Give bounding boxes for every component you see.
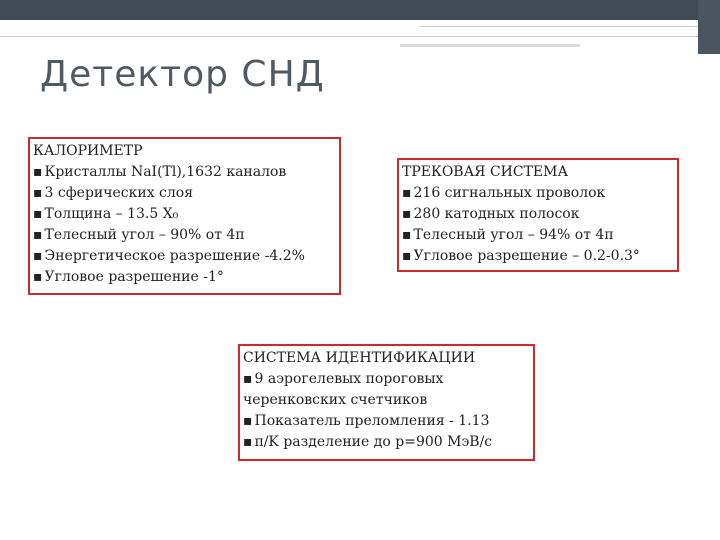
tracking-item: ▪ 280 катодных полосок xyxy=(402,204,673,225)
calorimeter-header: КАЛОРИМЕТР xyxy=(33,143,143,159)
calorimeter-box xyxy=(28,137,341,295)
tracking-header: ТРЕКОВАЯ СИСТЕМА xyxy=(402,164,569,180)
top-bar-accent xyxy=(698,0,720,54)
decor-line xyxy=(400,44,580,47)
top-bar xyxy=(0,0,720,20)
tracking-box xyxy=(397,158,679,272)
calorimeter-item: ▪ Телесный угол – 90% от 4π xyxy=(33,225,335,246)
decorative-lines xyxy=(0,20,698,52)
identification-box xyxy=(238,344,535,461)
slide-title: Детектор СНД xyxy=(40,54,325,95)
decor-line xyxy=(0,36,698,37)
calorimeter-item: ▪ 3 сферических слоя xyxy=(33,183,335,204)
tracking-item: ▪ Телесный угол – 94% от 4π xyxy=(402,225,673,246)
identification-item: ▪ 9 аэрогелевых пороговых черенковских счетчиков xyxy=(243,369,529,411)
calorimeter-item: ▪ Энергетическое разрешение -4.2% xyxy=(33,246,335,267)
tracking-item: ▪ Угловое разрешение – 0.2-0.3° xyxy=(402,246,673,267)
identification-header: СИСТЕМА ИДЕНТИФИКАЦИИ xyxy=(243,350,476,366)
tracking-item: ▪ 216 сигнальных проволок xyxy=(402,183,673,204)
identification-item: ▪ π/K разделение до p=900 МэВ/c xyxy=(243,432,529,453)
decor-line xyxy=(420,26,698,27)
identification-item: ▪ Показатель преломления - 1.13 xyxy=(243,411,529,432)
calorimeter-item: ▪ Кристаллы NaI(Tl),1632 каналов xyxy=(33,162,335,183)
calorimeter-item: ▪ Толщина – 13.5 X₀ xyxy=(33,204,335,225)
calorimeter-item: ▪ Угловое разрешение -1° xyxy=(33,267,335,288)
